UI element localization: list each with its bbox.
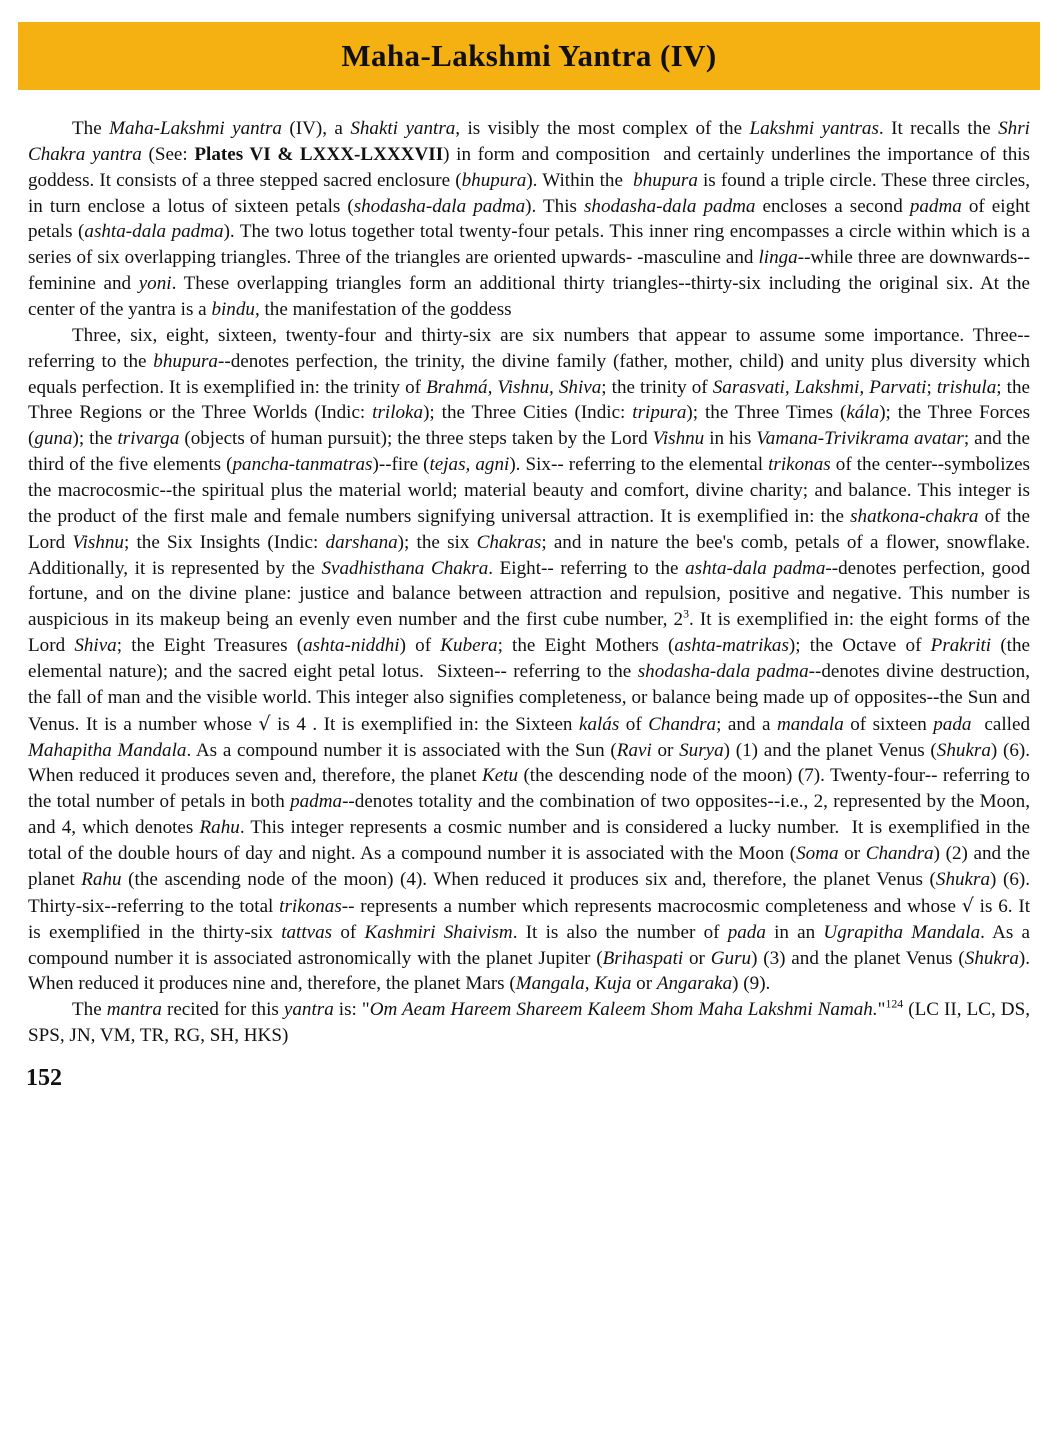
paragraph-3: The mantra recited for this yantra is: "Om Aeam Hareem Shareem Kaleem Shom Maha Lakshmi Namah."$^{124}$ (LC II, LC, DS, SPS, JN, VM, TR, RG, SH, HKS) xyxy=(28,996,1030,1047)
page-number: 152 xyxy=(26,1064,62,1091)
body-text xyxy=(28,116,1030,1049)
paragraph-2: Three, six, eight, sixteen, twenty-four and thirty-six are six numbers that appear to assume some importance. Three-- referring to the bhupura--denotes perfection, the trinity, the divine family (father, mother, child) and unity plus diversity which equals perfection. It is exemplified in: the trinity of Brahmá, Vishnu, Shiva; the trinity of Sarasvati, Lakshmi, Parvati; trishula; the Three Regions or the Three Worlds (Indic: triloka); the Three Cities (Indic: tripura); the Three Times (kála); the Three Forces (guna); the trivarga (objects of human pursuit); the three steps taken by the Lord Vishnu in his Vamana-Trivikrama avatar; and the third of the five elements (pancha-tanmatras)--fire (tejas, agni). Six-- referring to the elemental trikonas of the center--symbolizes the macrocosmic--the spiritual plus the material world; material beauty and comfort, divine charity; and balance. This integer is the product of the first male and female numbers signifying universal attraction. It is exemplified in: the shatkona-chakra of the Lord Vishnu; the Six Insights (Indic: darshana); the six Chakras; and in nature the bee's comb, petals of a flower, snowflake. Additionally, it is represented by the Svadhisthana Chakra. Eight-- referring to the ashta-dala padma--denotes perfection, good fortune, and on the divine plane: justice and balance between attraction and repulsion, positive and negative. This number is auspicious in its makeup being an evenly even number and the first cube number, $2^3$. It is exemplified in: the eight forms of the Lord Shiva; the Eight Treasures (ashta-niddhi) of Kubera; the Eight Mothers (ashta-matrikas); the Octave of Prakriti (the elemental nature); and the sacred eight petal lotus. Sixteen-- referring to the shodasha-dala padma--denotes divine destruction, the fall of man and the visible world. This integer also signifies completeness, or balance being made up of opposites--the Sun and Venus. It is a number whose √ is 4 . It is exemplified in: the Sixteen kalás of Chandra; and a mandala of sixteen pada called Mahapitha Mandala. As a compound number it is associated with the Sun (Ravi or Surya) (1) and the planet Venus (Shukra) (6). When reduced it produces seven and, therefore, the planet Ketu (the descending node of the moon) (7). Twenty-four-- referring to the total number of petals in both padma--denotes totality and the combination of two opposites--i.e., 2, represented by the Moon, and 4, which denotes Rahu. This integer represents a cosmic number and is considered a lucky number. It is exemplified in the total of the double hours of day and night. As a compound number it is associated with the Moon (Soma or Chandra) (2) and the planet Rahu (the ascending node of the moon) (4). When reduced it produces six and, therefore, the planet Venus (Shukra) (6). Thirty-six--referring to the total trikonas-- represents a number which represents macrocosmic completeness and whose √ is 6. It is exemplified in the thirty-six tattvas of Kashmiri Shaivism. It is also the number of pada in an Ugrapitha Mandala. As a compound number it is associated astronomically with the planet Jupiter (Brihaspati or Guru) (3) and the planet Venus (Shukra). When reduced it produces nine and, therefore, the planet Mars (Mangala, Kuja or Angaraka) (9). xyxy=(28,324,1031,995)
page-title: Maha-Lakshmi Yantra (IV) xyxy=(341,38,717,73)
document-page xyxy=(0,22,1058,1450)
footnote-marker: 124 xyxy=(885,996,904,1011)
page-title-band xyxy=(18,22,1040,90)
paragraph-1: The Maha-Lakshmi yantra (IV), a Shakti yantra, is visibly the most complex of the Lakshmi yantras. It recalls the Shri Chakra yantra (See: Plates VI & LXXX-LXXXVII) in form and composition and certainly underlines the importance of this goddess. It consists of a three stepped sacred enclosure (bhupura). Within the bhupura is found a triple circle. These three circles, in turn enclose a lotus of sixteen petals (shodasha-dala padma). This shodasha-dala padma encloses a second padma of eight petals (ashta-dala padma). The two lotus together total twenty-four petals. This inner ring encompasses a circle within which is a series of six overlapping triangles. Three of the triangles are oriented upwards- -masculine and linga--while three are downwards--feminine and yoni. These overlapping triangles form an additional thirty triangles--thirty-six including the original six. At the center of the yantra is a bindu, the manifestation of the goddess xyxy=(28,118,1030,321)
